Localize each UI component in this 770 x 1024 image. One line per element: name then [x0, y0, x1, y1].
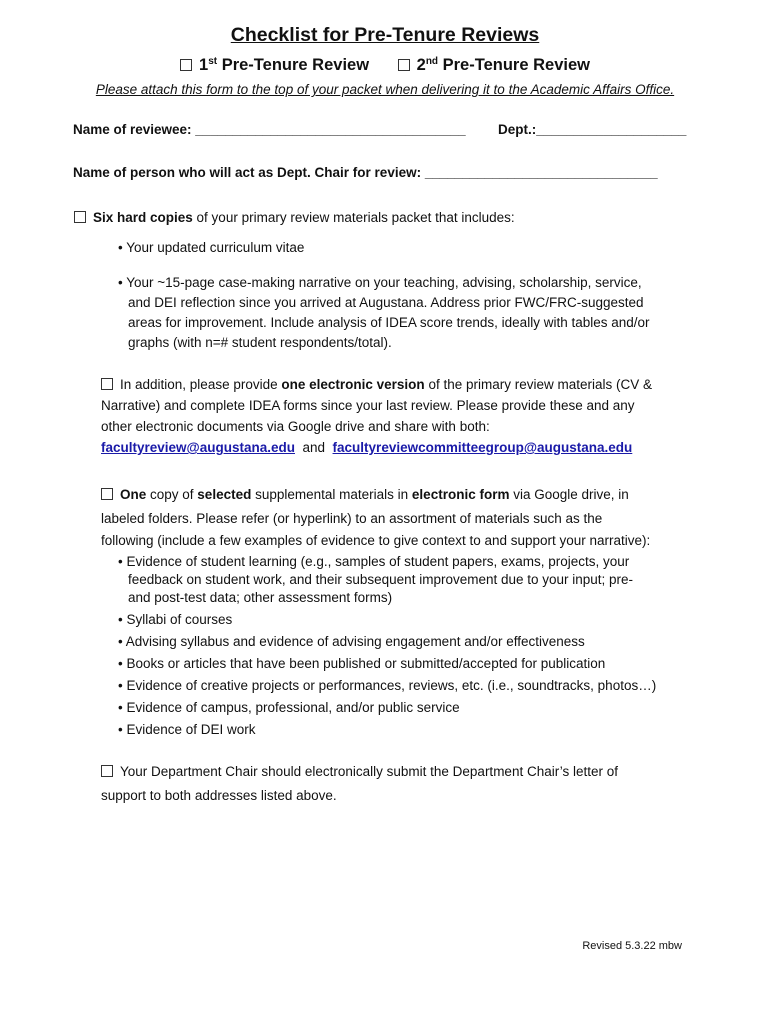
hard-copies-bold: Six hard copies — [93, 210, 193, 225]
checkbox-icon[interactable] — [101, 378, 113, 390]
supplemental-item — [101, 484, 650, 552]
reviewee-field[interactable]: Name of reviewee: ____________________________________ — [73, 122, 466, 137]
page-title: Checklist for Pre-Tenure Reviews — [230, 24, 540, 46]
second-review-num: 2 — [416, 56, 426, 74]
first-review-label: Pre-Tenure Review — [217, 56, 370, 74]
hard-copies-item — [74, 208, 515, 228]
electronic-pre: In addition, please provide — [120, 377, 282, 392]
supp-bold-one: One — [120, 487, 147, 502]
list-item: • Your ~15-page case-making narrative on your teaching, advising, scholarship, service, — [118, 275, 642, 290]
second-review-sup: nd — [425, 56, 439, 67]
list-item-cont: areas for improvement. Include analysis of IDEA score trends, ideally with tables and/or — [128, 315, 650, 330]
review-type-options — [0, 56, 770, 75]
revision-note: Revised 5.3.22 mbw — [582, 940, 682, 952]
list-item: • Evidence of DEI work — [118, 722, 256, 737]
first-review-sup: st — [208, 56, 218, 67]
supp-t1: copy of — [146, 487, 198, 502]
first-review-num: 1 — [199, 56, 209, 74]
second-review-label: Pre-Tenure Review — [438, 56, 590, 74]
electronic-line2: Narrative) and complete IDEA forms since your last review. Please provide these and any — [101, 398, 635, 413]
list-item: • Evidence of student learning (e.g., samples of student papers, exams, projects, your — [118, 554, 630, 569]
email-link-committee[interactable]: facultyreviewcommitteegroup@augustana.edu — [332, 440, 633, 455]
hard-copies-bullets — [118, 238, 304, 258]
list-item: • Evidence of campus, professional, and/or public service — [118, 700, 460, 715]
supp-bold-selected: selected — [197, 487, 252, 502]
list-item: • Your updated curriculum vitae — [118, 240, 305, 255]
electronic-version-item — [101, 374, 652, 458]
list-item-cont: and post-test data; other assessment forms) — [128, 590, 393, 605]
instruction-text: Please attach this form to the top of your packet when delivering it to the Academic Affairs Office. — [95, 82, 675, 97]
second-review-option[interactable] — [398, 56, 590, 75]
list-item: • Syllabi of courses — [118, 612, 233, 627]
supp-t2: supplemental materials in — [251, 487, 412, 502]
chair-letter-line2: support to both addresses listed above. — [101, 788, 337, 803]
list-item-cont: feedback on student work, and their subsequent improvement due to your input; pre- — [128, 572, 634, 587]
supp-t3: via Google drive, in — [509, 487, 629, 502]
supp-line3: following (include a few examples of evidence to give context to and support your narrative): — [101, 533, 651, 548]
dept-field[interactable]: Dept.:____________________ — [498, 122, 687, 137]
chair-letter-line1: Your Department Chair should electronically submit the Department Chair’s letter of — [120, 764, 618, 779]
supp-line2: labeled folders. Please refer (or hyperlink) to an assortment of materials such as the — [101, 511, 603, 526]
electronic-post: of the primary review materials (CV & — [424, 377, 652, 392]
chair-field[interactable]: Name of person who will act as Dept. Chair for review: _______________________________ — [73, 165, 658, 180]
checkbox-icon[interactable] — [180, 59, 192, 71]
electronic-bold: one electronic version — [281, 377, 425, 392]
list-item: • Advising syllabus and evidence of advising engagement and/or effectiveness — [118, 634, 585, 649]
checkbox-icon[interactable] — [74, 211, 86, 223]
supplemental-bullets — [118, 553, 656, 739]
list-item-cont: and DEI reflection since you arrived at Augustana. Address prior FWC/FRC-suggested — [128, 295, 644, 310]
checkbox-icon[interactable] — [101, 488, 113, 500]
first-review-option[interactable] — [180, 56, 369, 75]
email-link-facultyreview[interactable]: facultyreview@augustana.edu — [101, 440, 295, 455]
list-item: • Books or articles that have been published or submitted/accepted for publication — [118, 656, 606, 671]
supp-bold-electronic: electronic form — [411, 487, 510, 502]
narrative-bullet — [118, 273, 650, 353]
checkbox-icon[interactable] — [101, 765, 113, 777]
electronic-line3: other electronic documents via Google drive and share with both: — [101, 419, 490, 434]
list-item-cont: graphs (with n=# student respondents/total). — [128, 335, 392, 350]
checkbox-icon[interactable] — [398, 59, 410, 71]
chair-letter-item — [101, 760, 618, 808]
hard-copies-text: of your primary review materials packet that includes: — [192, 210, 515, 225]
and-text: and — [302, 440, 326, 455]
list-item: • Evidence of creative projects or performances, reviews, etc. (i.e., soundtracks, photos…) — [118, 678, 657, 693]
